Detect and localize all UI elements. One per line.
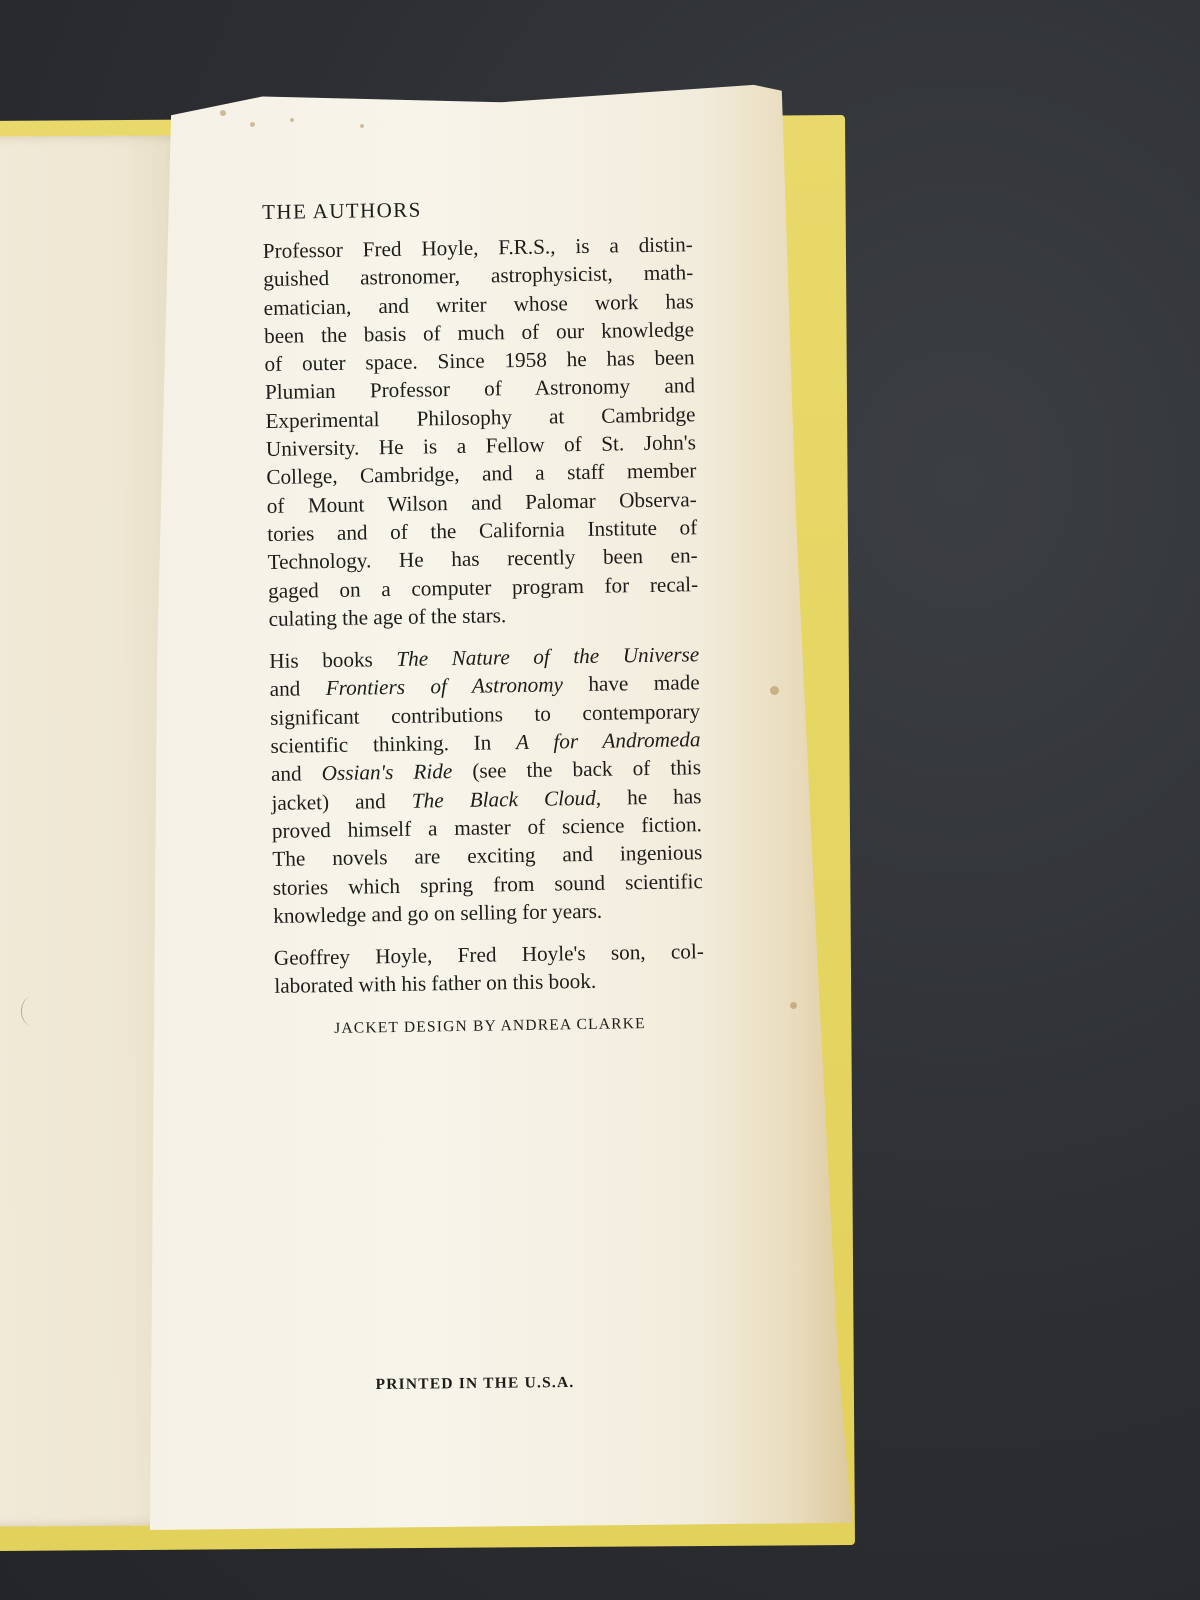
text-line: Professor Fred Hoyle, F.R.S., is a distin- (262, 232, 693, 263)
book-title: Frontiers of Astronomy (325, 672, 564, 701)
text-line: knowledge and go on selling for years. (273, 898, 603, 928)
text-line: College, Cambridge, and a staff member (266, 458, 697, 490)
text-line: tories and of the California Institute of (267, 515, 698, 546)
text-line: laborated with his father on this book. (274, 969, 597, 999)
text-line: gaged on a computer program for recal- (267, 571, 699, 603)
foxing-spot (250, 122, 255, 127)
book-title: The Black Cloud, (411, 785, 602, 813)
foxing-spot (790, 1002, 797, 1009)
text-line: culating the age of the stars. (268, 603, 507, 631)
printed-in-notice: PRINTED IN THE U.S.A. (375, 1373, 575, 1394)
text-run: scientific thinking. In (270, 730, 517, 758)
text-run: and (270, 761, 322, 787)
bio-paragraph-3 (274, 937, 705, 1000)
text-run: have made (562, 670, 700, 697)
section-heading: THE AUTHORS (262, 197, 422, 224)
foxing-spot (770, 686, 779, 695)
text-line: of outer space. Since 1958 he has been (264, 345, 695, 377)
page-crease (21, 996, 44, 1026)
book-title: A for Andromeda (515, 727, 701, 755)
text-line: Technology. He has recently been en- (267, 543, 698, 575)
text-line: stories which spring from sound scientific (272, 868, 703, 900)
text-line: Geoffrey Hoyle, Fred Hoyle's son, col- (273, 939, 705, 971)
jacket-design-credit: JACKET DESIGN BY ANDREA CLARKE (334, 1014, 646, 1037)
text-run: and (269, 676, 326, 702)
text-run: His books (269, 647, 397, 674)
book-title: The Nature of the Universe (396, 642, 700, 672)
text-line: University. He is a Fellow of St. John's (265, 430, 697, 462)
foxing-spot (360, 124, 364, 128)
text-line: been the basis of much of our knowledge (263, 317, 695, 348)
text-line: Plumian Professor of Astronomy and (264, 373, 696, 405)
foxing-spot (220, 110, 226, 116)
text-line: The novels are exciting and ingenious (272, 840, 703, 872)
text-line: guished astronomer, astrophysicist, math- (263, 260, 694, 292)
text-line: proved himself a master of science fiction. (271, 812, 703, 843)
bio-paragraph-1 (263, 230, 699, 633)
text-run: jacket) and (271, 788, 413, 815)
text-run: (see the back of this (452, 755, 702, 784)
bio-paragraph-2 (269, 640, 703, 930)
text-line: Experimental Philosophy at Cambridge (265, 402, 696, 433)
text-line: ematician, and writer whose work has (263, 288, 694, 320)
text-line: significant contributions to contemporary (269, 698, 701, 730)
book-title: Ossian's Ride (321, 759, 453, 786)
foxing-spot (290, 118, 294, 122)
text-run: he has (600, 783, 702, 810)
text-line: of Mount Wilson and Palomar Observa- (266, 486, 697, 518)
authors-bio (262, 193, 705, 1038)
